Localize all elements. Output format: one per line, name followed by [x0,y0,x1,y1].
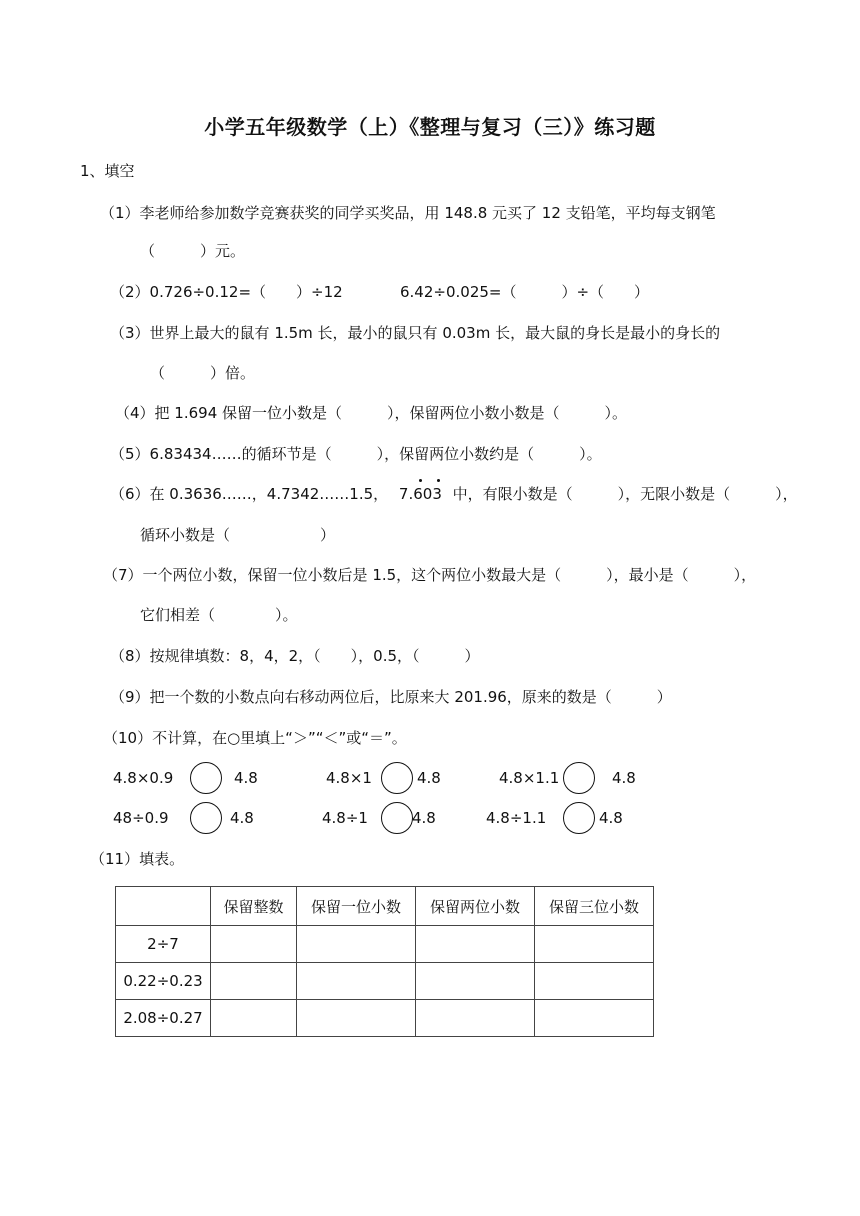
compare-left: 4.8÷1 [322,809,368,827]
page-title: 小学五年级数学（上）《整理与复习（三）》练习题 [204,115,656,139]
compare-circle[interactable] [190,762,222,794]
question-1-line-1: （1）李老师给参加数学竞赛获奖的同学买奖品，用 148.8 元买了 12 支铅笔，平均每支钢笔 [100,204,716,222]
compare-circle[interactable] [190,802,222,834]
table-cell[interactable] [211,963,297,1000]
table-cell[interactable] [416,1000,535,1037]
table-header-cell: 保留整数 [211,887,297,926]
repeating-decimal [399,483,442,505]
table-header-cell: 保留一位小数 [297,887,416,926]
table-cell[interactable] [535,926,654,963]
question-4: （4）把 1.694 保留一位小数是（ ），保留两位小数小数是（ ）。 [115,404,628,422]
table-cell[interactable] [297,1000,416,1037]
question-1-line-2: （ ）元。 [140,242,246,260]
table-row-label: 2÷7 [116,926,211,963]
question-2-part-2: 6.42÷0.025=（ ）÷（ ） [400,283,650,301]
compare-left: 4.8÷1.1 [486,809,547,827]
table-cell[interactable] [416,963,535,1000]
question-3-line-2: （ ）倍。 [150,364,256,382]
compare-right: 4.8 [234,769,258,787]
table-header-cell [116,887,211,926]
repeat-dot-right [437,479,440,482]
question-8: （8）按规律填数：8，4，2，（ ），0.5，（ ） [110,647,480,665]
question-5: （5）6.83434……的循环节是（ ），保留两位小数约是（ ）。 [110,445,602,463]
table-header-cell: 保留三位小数 [535,887,654,926]
compare-right: 4.8 [412,809,436,827]
compare-circle[interactable] [381,802,413,834]
question-6-line-1 [110,483,798,505]
question-9: （9）把一个数的小数点向右移动两位后，比原来大 201.96，原来的数是（ ） [110,688,672,706]
table-cell[interactable] [297,963,416,1000]
table-row-label: 2.08÷0.27 [116,1000,211,1037]
question-11-intro: （11）填表。 [90,850,185,868]
repeating-decimal-value: 7.603 [398,485,442,503]
section-heading: 1、填空 [80,162,135,180]
question-3-line-1: （3）世界上最大的鼠有 1.5m 长，最小的鼠只有 0.03m 长，最大鼠的身长是最小的身长的 [110,324,721,342]
table-cell[interactable] [535,963,654,1000]
question-10-intro: （10）不计算，在○里填上“＞”“＜”或“＝”。 [103,729,407,747]
question-6-blanks: 中，有限小数是（ ），无限小数是（ ）， [452,485,798,503]
compare-right: 4.8 [599,809,623,827]
table-cell[interactable] [297,926,416,963]
table-row [116,963,654,1000]
table-row [116,1000,654,1037]
table-header-row [116,887,654,926]
question-2-part-1: （2）0.726÷0.12=（ ）÷12 [110,283,343,301]
compare-right: 4.8 [417,769,441,787]
question-6-intro: （6）在 0.3636……，4.7342……1.5， [110,485,389,503]
compare-left: 4.8×1.1 [499,769,560,787]
repeat-dot-left [419,479,422,482]
question-6-line-2: 循环小数是（ ） [140,526,336,544]
rounding-table [115,886,654,1037]
table-row [116,926,654,963]
compare-right: 4.8 [612,769,636,787]
compare-left: 48÷0.9 [113,809,169,827]
table-cell[interactable] [535,1000,654,1037]
compare-right: 4.8 [230,809,254,827]
compare-left: 4.8×0.9 [113,769,174,787]
table-row-label: 0.22÷0.23 [116,963,211,1000]
table-cell[interactable] [211,926,297,963]
table-header-cell: 保留两位小数 [416,887,535,926]
question-7-line-1: （7）一个两位小数，保留一位小数后是 1.5，这个两位小数最大是（ ），最小是（ ）， [103,566,757,584]
compare-circle[interactable] [381,762,413,794]
compare-left: 4.8×1 [326,769,372,787]
table-cell[interactable] [211,1000,297,1037]
table-cell[interactable] [416,926,535,963]
question-7-line-2: 它们相差（ ）。 [140,606,298,624]
compare-circle[interactable] [563,762,595,794]
compare-circle[interactable] [563,802,595,834]
